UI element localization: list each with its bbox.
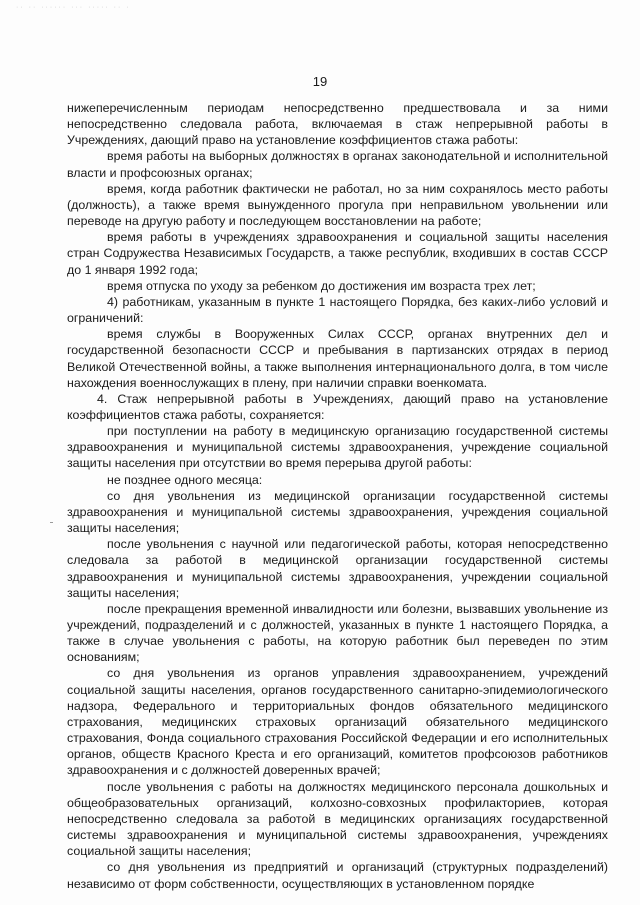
- paragraph: после увольнения с работы на должностях медицинского персонала дошкольных и общеобразовательных организаций, колхозно-совхозных профилакториев, которая непосредственно следовала за работой в медицинских организациях государственной системы здравоохранения и муниципальной системы здравоохранения, учреждениях социальной защиты населения;: [67, 779, 608, 859]
- paragraph: время работы в учреждениях здравоохранения и социальной защиты населения стран Содружества Независимых Государств, а также республик, входивших в состав СССР до 1 января 1992 года;: [67, 230, 608, 277]
- paragraph: 4) работникам, указанным в пункте 1 настоящего Порядка, без каких-либо условий и ограничений:: [67, 294, 608, 326]
- paragraph: со дня увольнения из органов управления здравоохранением, учреждений социальной защиты населения, органов государственного санитарно-эпидемиологического надзора, Федерального и территориальных фондов обязательного медицинского страхования, медицинских страховых организаций обязательного медицинского страхования, Фонда социального страхования Российской Федерации и его исполнительных органов, обществ Красного Креста и его организаций, комитетов профсоюзов работников здравоохранения и с должностей доверенных врачей;: [67, 666, 608, 778]
- document-body: [67, 100, 608, 892]
- paragraph: время работы на выборных должностях в органах законодательной и исполнительной власти и профсоюзных органах;: [67, 149, 608, 180]
- paragraph: после увольнения с научной или педагогической работы, которая непосредственно следовала за работой в медицинской организации государственной системы здравоохранения и муниципальной системы здравоохранения, учреждении социальной защиты населения;: [67, 537, 608, 600]
- paragraph: время отпуска по уходу за ребенком до достижения им возраста трех лет;: [107, 278, 536, 293]
- scan-header-noise: ·· ·· ······ ··· ····· ·· ·: [16, 4, 131, 11]
- paragraph: после прекращения временной инвалидности или болезни, вызвавших увольнение из учреждений, подразделений и с должностей, указанных в пункте 1 настоящего Порядка, а также в случае увольнения с работы, на которую работник был переведен по этим основаниям;: [67, 601, 608, 665]
- margin-mark: [50, 522, 53, 523]
- paragraph: 4. Стаж непрерывной работы в Учреждениях, дающий право на установление коэффициентов стажа работы, сохраняется:: [67, 391, 608, 422]
- paragraph: при поступлении на работу в медицинскую организацию государственной системы здравоохранения и муниципальной системы здравоохранения, учреждение социальной защиты населения при отсутствии во время перерыва другой работы:: [67, 424, 608, 471]
- paragraph: время службы в Вооруженных Силах СССР, органах внутренних дел и государственной безопасности СССР и пребывания в партизанских отрядах в период Великой Отечественной войны, а также выполнения интернационального долга, в том числе нахождения военнослужащих в плену, при наличии справки военкомата.: [67, 327, 608, 390]
- paragraph: нижеперечисленным периодам непосредственно предшествовала и за ними непосредственно следовала работа, включаемая в стаж непрерывной работы в Учреждениях, дающий право на установление коэффициентов стажа работы:: [67, 101, 608, 148]
- paragraph: не позднее одного месяца:: [107, 472, 263, 487]
- page-number: 19: [312, 74, 328, 89]
- paragraph: время, когда работник фактически не работал, но за ним сохранялось место работы (должность), а также время вынужденного прогула при неправильном увольнении или переводе на другую работу и последующем восстановлении на работе;: [67, 181, 608, 229]
- paragraph: со дня увольнения из предприятий и организаций (структурных подразделений) независимо от форм собственности, осуществляющих в установленном порядке: [67, 860, 608, 891]
- paragraph: со дня увольнения из медицинской организации государственной системы здравоохранения и муниципальной системы здравоохранения, учреждения социальной защиты населения;: [67, 488, 608, 536]
